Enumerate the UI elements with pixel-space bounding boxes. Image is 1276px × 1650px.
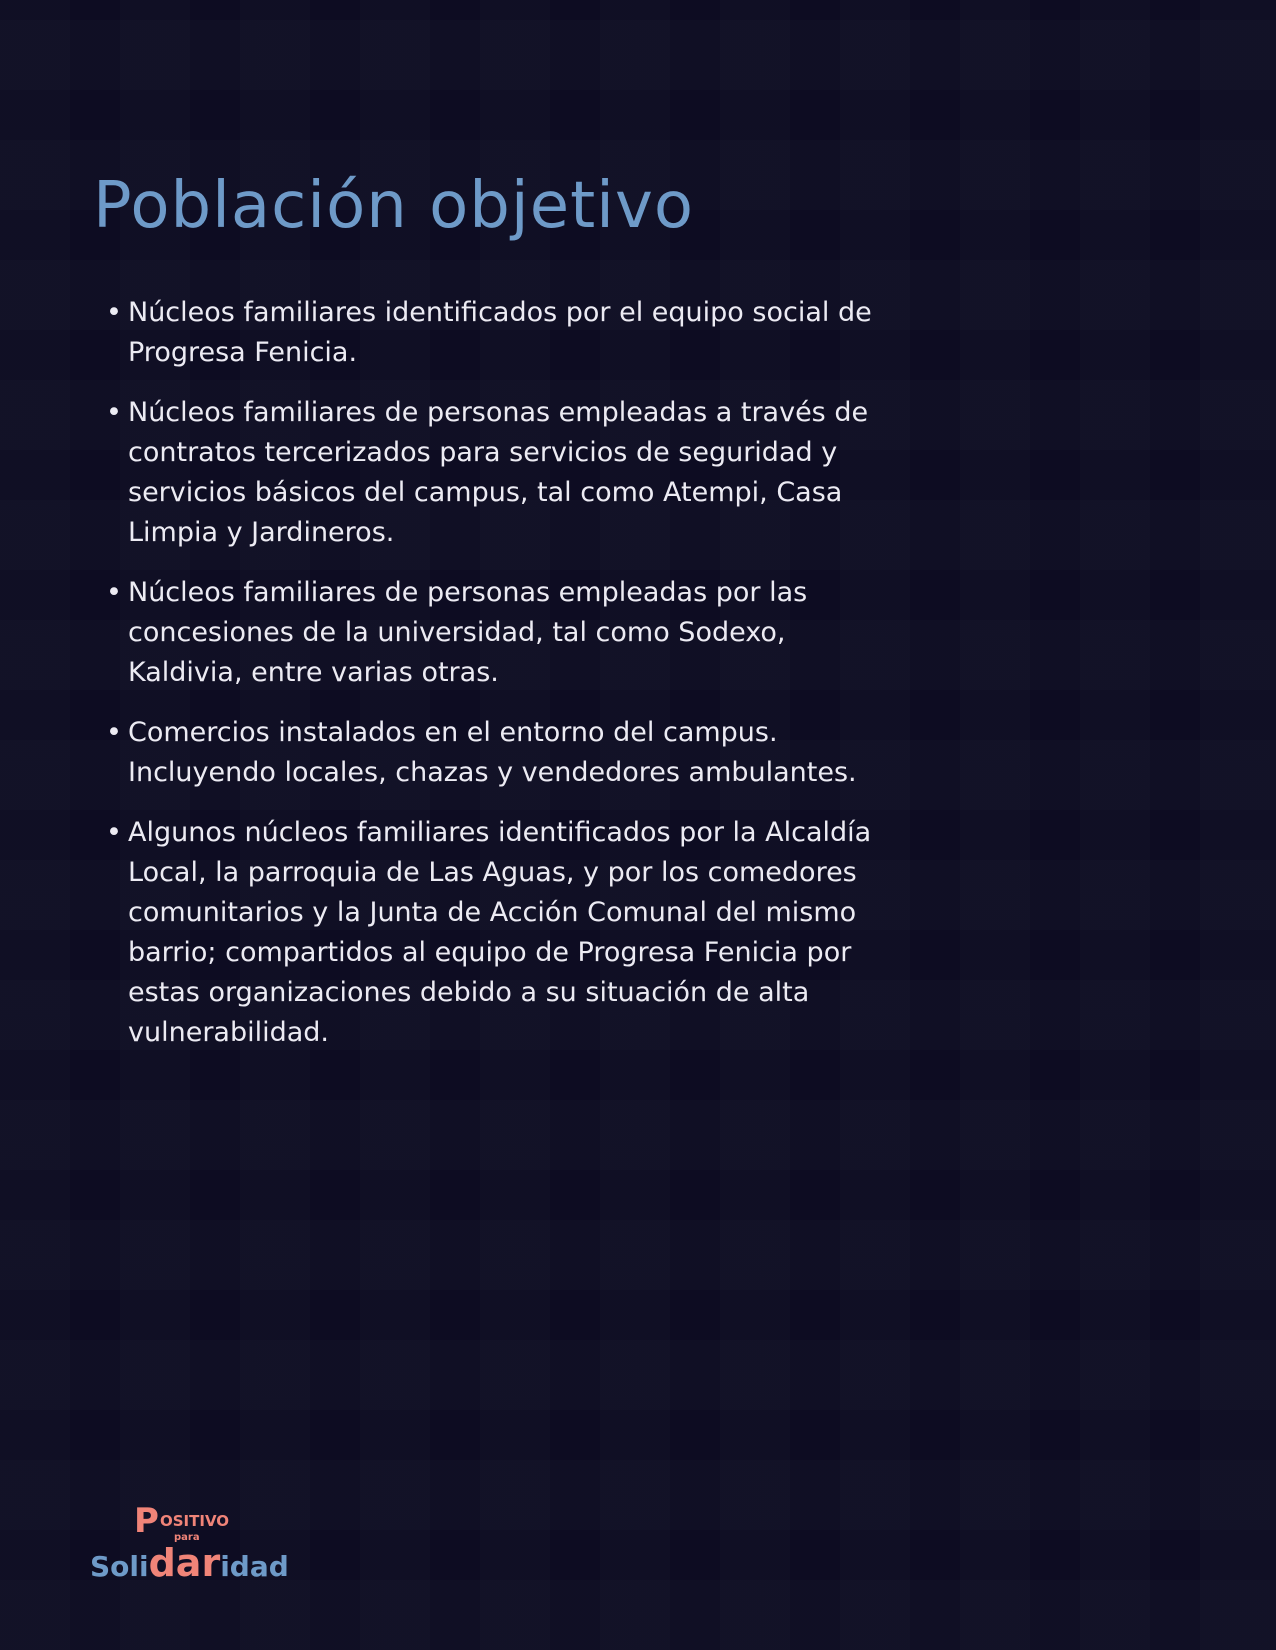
bullet-icon: • (106, 297, 122, 328)
list-item (106, 573, 906, 693)
logo-p-letter: P (134, 1501, 159, 1541)
bullet-icon: • (106, 397, 122, 428)
bullet-icon: • (106, 577, 122, 608)
logo-para-text: para (174, 1532, 200, 1543)
list-item-text: Algunos núcleos familiares identificados por la Alcaldía Local, la parroquia de Las Aguas, y por los comedores comunitarios y la Junta de Acción Comunal del mismo barrio; compartidos al equipo de Progresa Fenicia por estas organizaciones debido a su situación de alta vulnerabilidad. (128, 817, 872, 1048)
bullet-icon: • (106, 717, 122, 748)
list-item (106, 713, 906, 793)
page-title: Población objetivo (93, 169, 694, 243)
list-item-text: Núcleos familiares identificados por el equipo social de Progresa Fenicia. (128, 297, 872, 368)
logo-idad-text: idad (220, 1550, 289, 1583)
list-item (106, 813, 906, 1053)
positivo-para-solidaridad-logo (90, 1500, 310, 1600)
logo-solidaridad-wordmark (90, 1541, 289, 1585)
logo-positivo-text: OSITIVO (160, 1512, 230, 1530)
logo-dar-text: dar (148, 1541, 221, 1585)
list-item-text: Núcleos familiares de personas empleadas por las concesiones de la universidad, tal como Sodexo, Kaldivia, entre varias otras. (128, 577, 808, 688)
logo-soli-text: Soli (90, 1550, 149, 1583)
target-population-list (106, 293, 906, 1073)
bullet-icon: • (106, 817, 122, 848)
list-item-text: Comercios instalados en el entorno del campus. Incluyendo locales, chazas y vendedores ambulantes. (128, 717, 857, 788)
list-item (106, 293, 906, 373)
list-item (106, 393, 906, 553)
list-item-text: Núcleos familiares de personas empleadas a través de contratos tercerizados para servicios de seguridad y servicios básicos del campus, tal como Atempi, Casa Limpia y Jardineros. (128, 397, 869, 548)
